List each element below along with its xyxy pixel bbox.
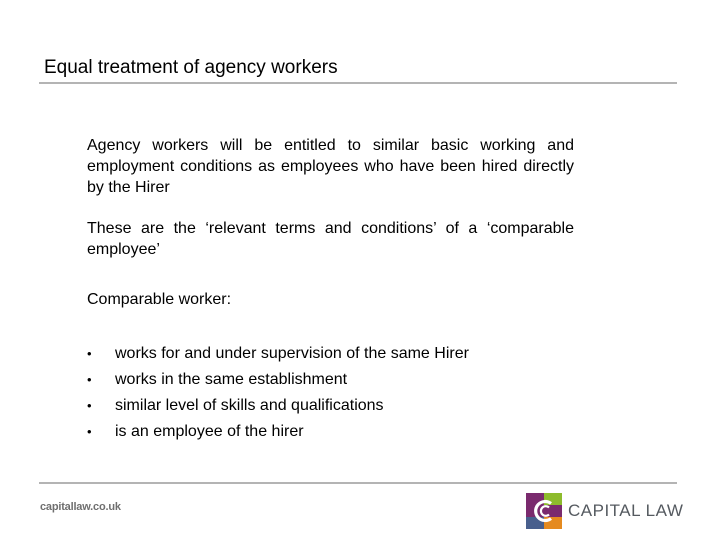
list-item: • is an employee of the hirer [87,419,574,445]
comparable-worker-heading: Comparable worker: [87,291,232,308]
list-item: • works for and under supervision of the same Hirer [87,341,574,367]
slide-content [87,135,574,445]
comparable-worker-list [87,341,574,445]
title-divider [39,82,677,84]
list-item: • similar level of skills and qualifications [87,393,574,419]
bullet-icon: • [87,372,92,387]
bullet-icon: • [87,398,92,413]
paragraph-entitlement: Agency workers will be entitled to similar basic working and employment conditions as employees who have been hired directly by the Hirer [87,137,574,196]
bullet-icon: • [87,346,92,361]
footer-divider [39,482,677,484]
footer-website: capitallaw.co.uk [40,501,121,513]
logo-wordmark: CAPITAL LAW [568,501,684,520]
list-item: • works in the same establishment [87,367,574,393]
bullet-icon: • [87,424,92,439]
capital-law-logo [526,493,683,529]
slide-title: Equal treatment of agency workers [44,57,338,78]
capital-law-logo-icon [526,493,562,529]
paragraph-relevant-terms: These are the ‘relevant terms and conditions’ of a ‘comparable employee’ [87,220,574,258]
